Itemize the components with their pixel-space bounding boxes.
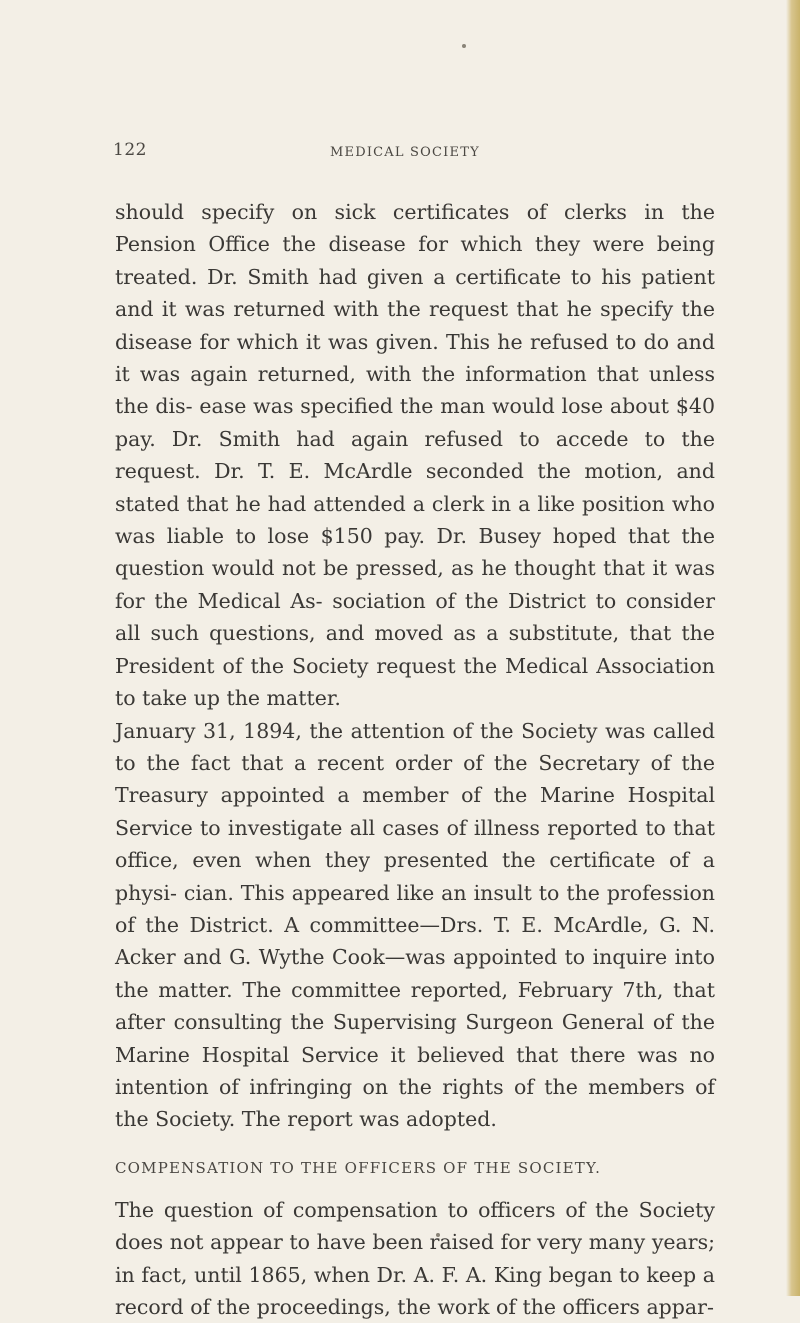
- section-heading: COMPENSATION TO THE OFFICERS OF THE SOCIETY.: [115, 1158, 602, 1177]
- body-text: [115, 196, 715, 1323]
- paragraph-1: should specify on sick certificates of clerks in the Pension Office the disease for which they were being treated. Dr. Smith had given a certificate to his patient and it was returned with the request that he specify the disease for which it was given. This he refused to do and it was again returned, with the information that unless the dis- ease was specified the man would lose about $40 pay. Dr. Smith had again refused to accede to the request. Dr. T. E. McArdle seconded the motion, and stated that he had attended a clerk in a like position who was liable to lose $150 pay. Dr. Busey hoped that the question would not be pressed, as he thought that it was for the Medical As- sociation of the District to consider all such questions, and moved as a substitute, that the President of the Society request the Medical Association to take up the matter.: [115, 200, 715, 711]
- print-speck-top: [462, 44, 466, 48]
- page-edge-discoloration: [786, 0, 800, 1296]
- paragraph-3: The question of compensation to officers of the Society does not appear to have been raised for very many years; in fact, until 1865, when Dr. A. F. A. King began to keep a record of the proceedings, the work of the officers appar-: [115, 1197, 715, 1319]
- running-head: MEDICAL SOCIETY: [330, 145, 480, 160]
- page-number: 122: [113, 140, 147, 160]
- paragraph-2: January 31, 1894, the attention of the Society was called to the fact that a recent order of the Secretary of the Treasury appointed a member of the Marine Hospital Service to investigate all cases of illness reported to that office, even when they presented the certificate of a physi- cian. This appeared like an insult to the profession of the District. A committee—Drs. T. E. McArdle, G. N. Acker and G. Wythe Cook—was appointed to inquire into the matter. The committee reported, February 7th, that after consulting the Supervising Surgeon General of the Marine Hospital Service it believed that there was no intention of infringing on the rights of the members of the Society. The report was adopted.: [115, 718, 715, 1132]
